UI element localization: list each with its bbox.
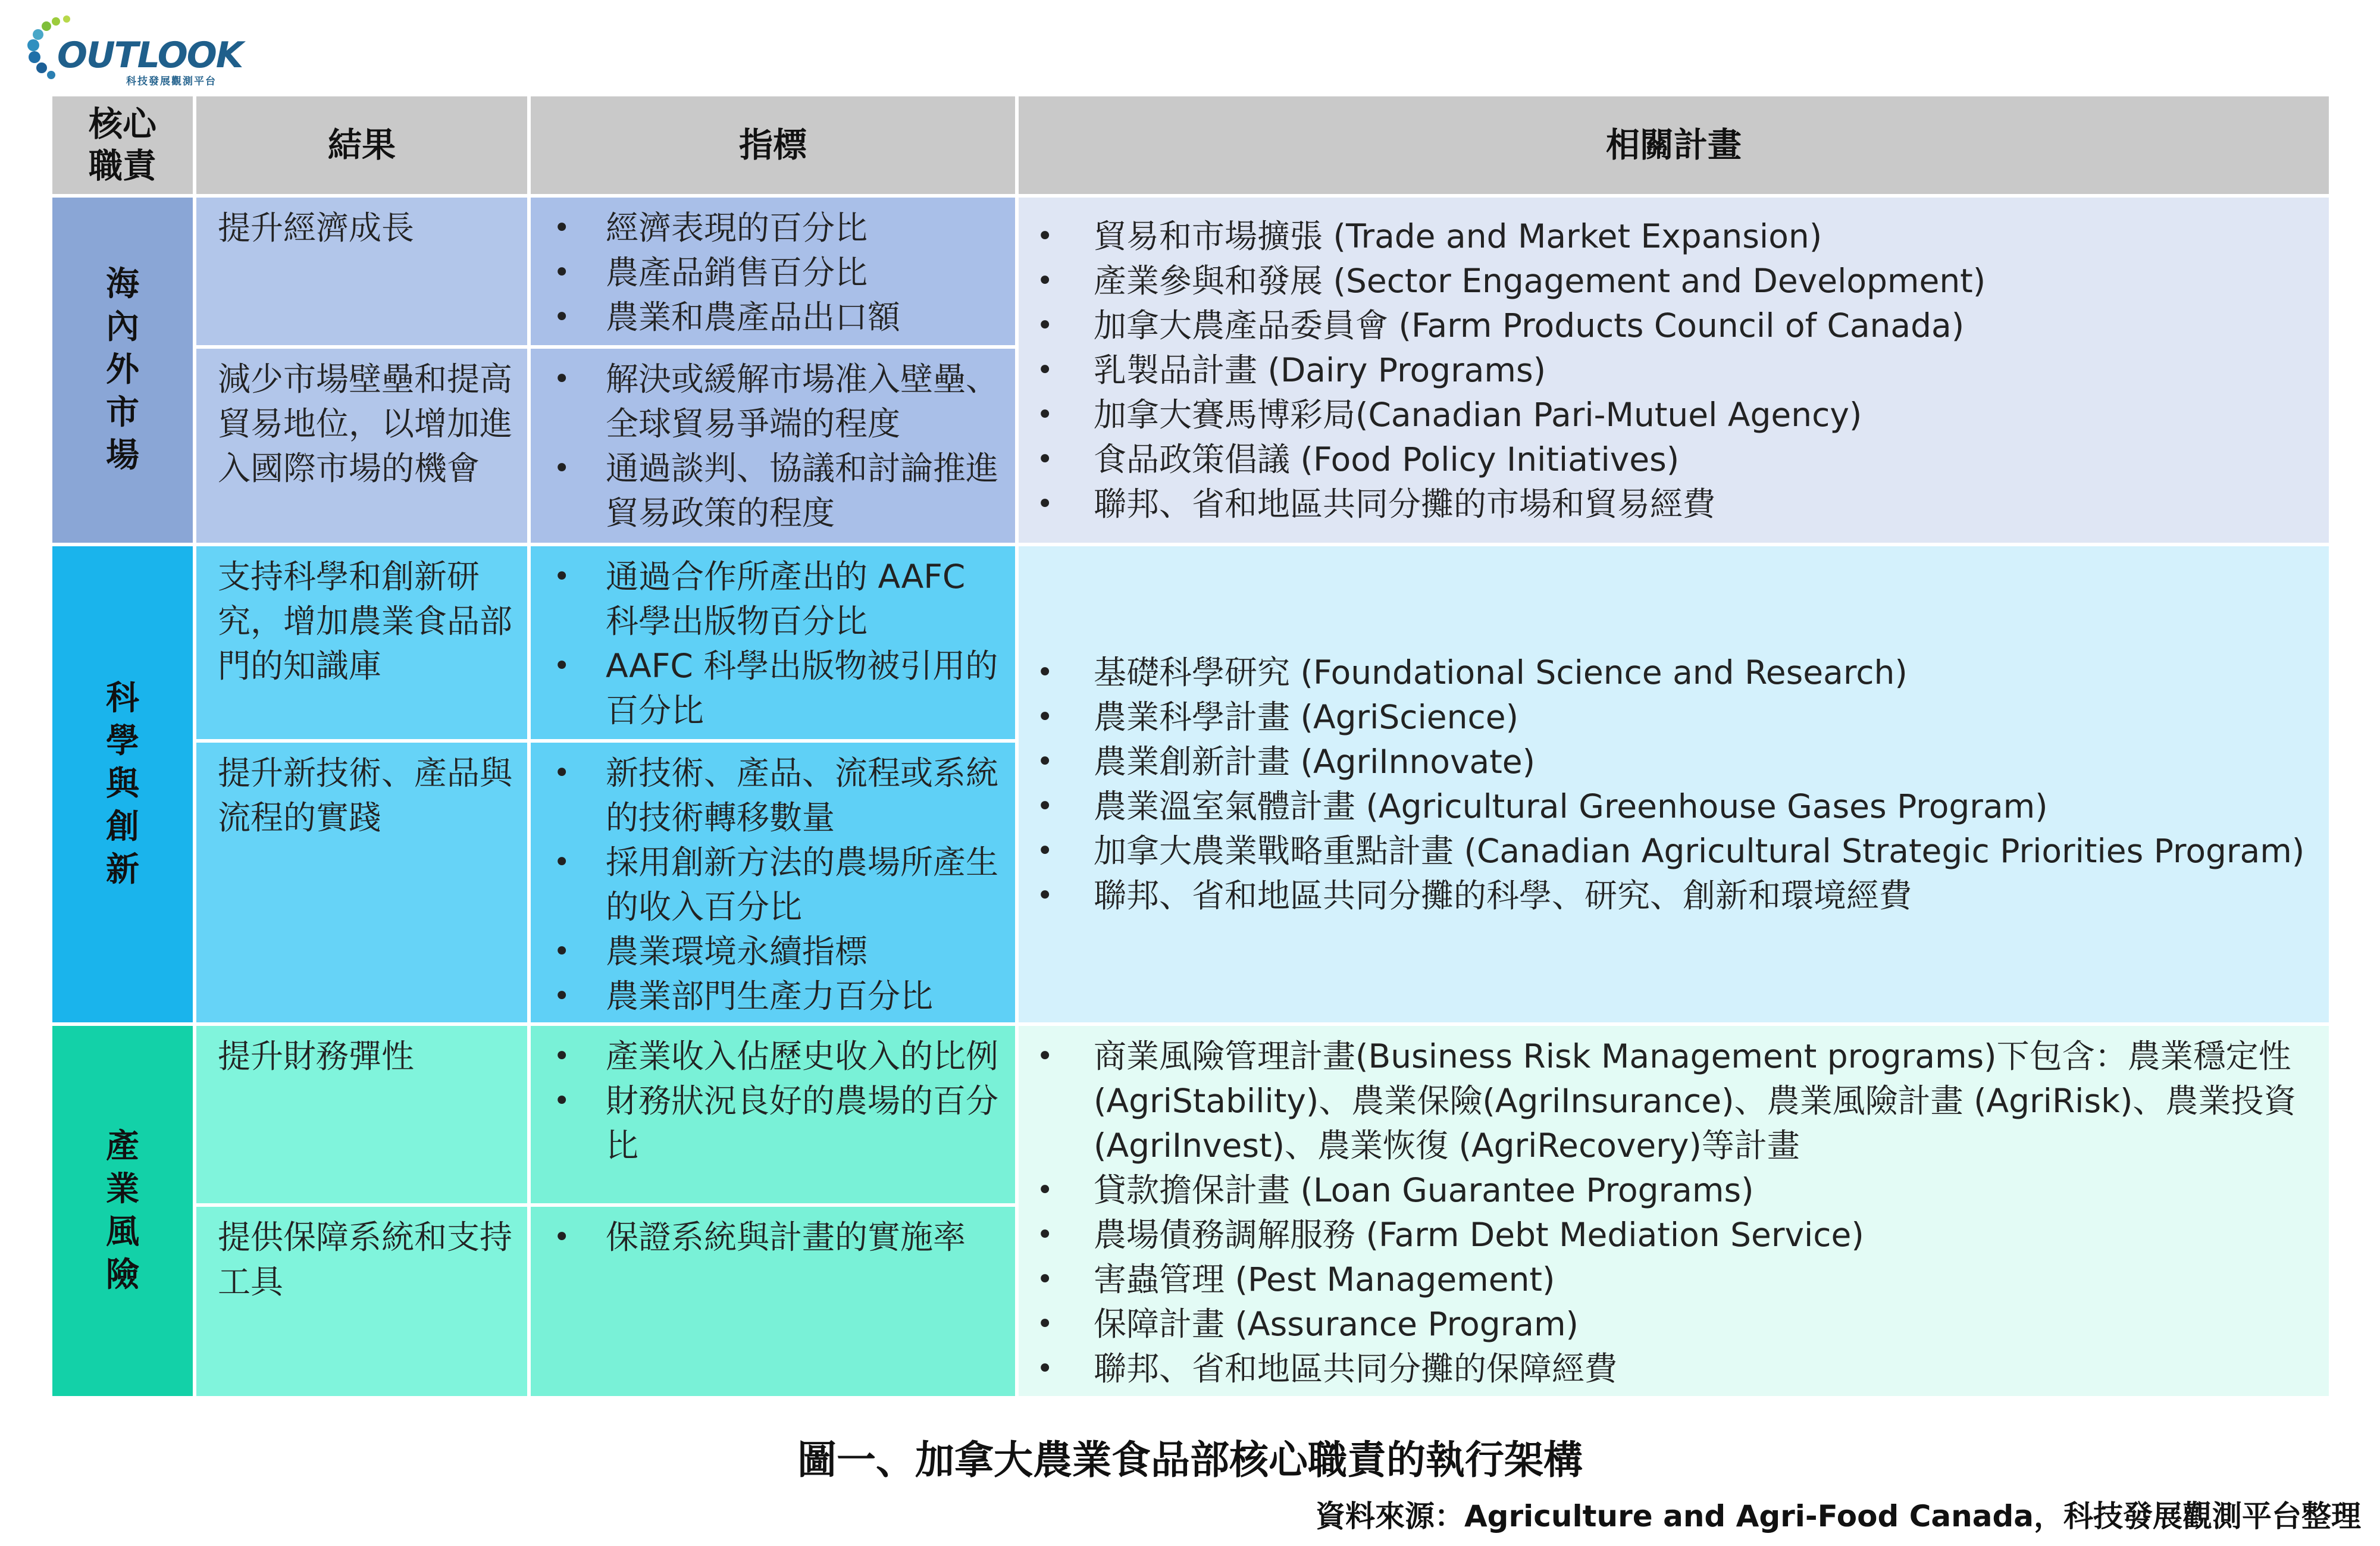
- header-indicator: 指標: [531, 96, 1019, 198]
- plan-item: • 基礎科學研究 (Foundational Science and Research): [1019, 650, 2304, 695]
- indicator-cell: [531, 349, 1019, 546]
- plan-item: • 加拿大農業戰略重點計畫 (Canadian Agricultural Strategic Priorities Program): [1019, 829, 2304, 874]
- indicator-item: • 新技術、產品、流程或系統的技術轉移數量: [531, 751, 1003, 840]
- plan-item: • 加拿大農產品委員會 (Farm Products Council of Canada): [1019, 303, 1986, 348]
- logo-text: OUTLOOK: [57, 35, 243, 76]
- indicator-item: • 保證系統與計畫的實施率: [531, 1215, 1003, 1260]
- core-science: [52, 546, 196, 1026]
- result-row: [196, 1026, 531, 1207]
- indicator-cell: [531, 198, 1019, 349]
- result-text: 提升財務彈性: [218, 1037, 415, 1075]
- plan-item: • 產業參與和發展 (Sector Engagement and Development): [1019, 259, 1986, 303]
- plan-item: • 貸款擔保計畫 (Loan Guarantee Programs): [1019, 1168, 2317, 1213]
- core-market: [52, 198, 196, 546]
- result-text: 提升新技術、產品與流程的實踐: [218, 754, 513, 837]
- indicator-item: • 經濟表現的百分比: [531, 206, 1003, 251]
- core-risk-label: 產業風險: [106, 1127, 139, 1294]
- plan-item: • 保障計畫 (Assurance Program): [1019, 1302, 2317, 1347]
- plan-item: • 農業溫室氣體計畫 (Agricultural Greenhouse Gases Program): [1019, 784, 2304, 829]
- plan-item: • 農場債務調解服務 (Farm Debt Mediation Service): [1019, 1213, 2317, 1257]
- plans-cell-science: [1019, 546, 2332, 1026]
- indicator-item: • 解決或緩解市場准入壁壘、全球貿易爭端的程度: [531, 357, 1003, 446]
- result-row: [196, 546, 531, 743]
- outlook-logo: [20, 13, 243, 87]
- indicator-cell: [531, 1207, 1019, 1400]
- indicator-item: • 通過合作所產出的 AAFC 科學出版物百分比: [531, 555, 1003, 644]
- plan-item: • 食品政策倡議 (Food Policy Initiatives): [1019, 437, 1986, 482]
- responsibility-table: [52, 96, 2332, 1400]
- plan-item: • 加拿大賽馬博彩局(Canadian Pari-Mutuel Agency): [1019, 393, 1986, 437]
- result-text: 提升經濟成長: [218, 209, 415, 247]
- header-core: 核心 職責: [52, 96, 196, 198]
- figure-caption: 圖一、加拿大農業食品部核心職責的執行架構: [797, 1437, 1583, 1483]
- result-text: 提供保障系統和支持工具: [218, 1218, 513, 1301]
- indicator-item: • 農業和農產品出口額: [531, 295, 1003, 340]
- indicator-item: • 通過談判、協議和討論推進貿易政策的程度: [531, 446, 1003, 536]
- indicator-item: • AAFC 科學出版物被引用的百分比: [531, 644, 1003, 733]
- header-result: 結果: [196, 96, 531, 198]
- core-science-label: 科學與創新: [106, 679, 139, 889]
- indicator-cell: [531, 743, 1019, 1026]
- core-market-label: 海內外市場: [106, 265, 139, 475]
- plans-cell-risk: [1019, 1026, 2332, 1400]
- indicator-item: • 採用創新方法的農場所產生的收入百分比: [531, 840, 1003, 930]
- plan-item: • 乳製品計畫 (Dairy Programs): [1019, 348, 1986, 393]
- indicator-item: • 農業部門生產力百分比: [531, 974, 1003, 1019]
- plans-cell-market: [1019, 198, 2332, 546]
- plan-item: • 害蟲管理 (Pest Management): [1019, 1257, 2317, 1302]
- result-text: 減少市場壁壘和提高貿易地位，以增加進入國際市場的機會: [218, 360, 513, 487]
- result-row: [196, 1207, 531, 1400]
- indicator-cell: [531, 1026, 1019, 1207]
- indicator-item: • 農業環境永續指標: [531, 930, 1003, 974]
- result-row: [196, 349, 531, 546]
- indicator-item: • 農產品銷售百分比: [531, 251, 1003, 295]
- plan-item: • 貿易和市場擴張 (Trade and Market Expansion): [1019, 214, 1986, 259]
- result-row: [196, 198, 531, 349]
- plan-item: • 聯邦、省和地區共同分攤的市場和貿易經費: [1019, 482, 1986, 527]
- result-row: [196, 743, 531, 1026]
- indicator-item: • 產業收入佔歷史收入的比例: [531, 1034, 1003, 1079]
- core-risk: [52, 1026, 196, 1400]
- header-plans: 相關計畫: [1019, 96, 2332, 198]
- result-text: 支持科學和創新研究，增加農業食品部門的知識庫: [218, 558, 513, 685]
- source-note: 資料來源：Agriculture and Agri-Food Canada，科技發展觀測平台整理: [1315, 1499, 2361, 1534]
- indicator-item: • 財務狀況良好的農場的百分比: [531, 1079, 1003, 1168]
- plan-item: • 農業創新計畫 (AgriInnovate): [1019, 740, 2304, 784]
- plan-item: • 聯邦、省和地區共同分攤的科學、研究、創新和環境經費: [1019, 874, 2304, 918]
- plan-item: • 農業科學計畫 (AgriScience): [1019, 695, 2304, 740]
- logo-subtitle: 科技發展觀測平台: [126, 76, 217, 87]
- indicator-cell: [531, 546, 1019, 743]
- plan-item: • 聯邦、省和地區共同分攤的保障經費: [1019, 1347, 2317, 1391]
- plan-item: • 商業風險管理計畫(Business Risk Management programs)下包含：農業穩定性(AgriStability)、農業保險(AgriInsurance)、農業風險計畫 (AgriRisk)、農業投資(AgriInvest)、農業恢復 (AgriRecovery)等計畫: [1019, 1034, 2317, 1168]
